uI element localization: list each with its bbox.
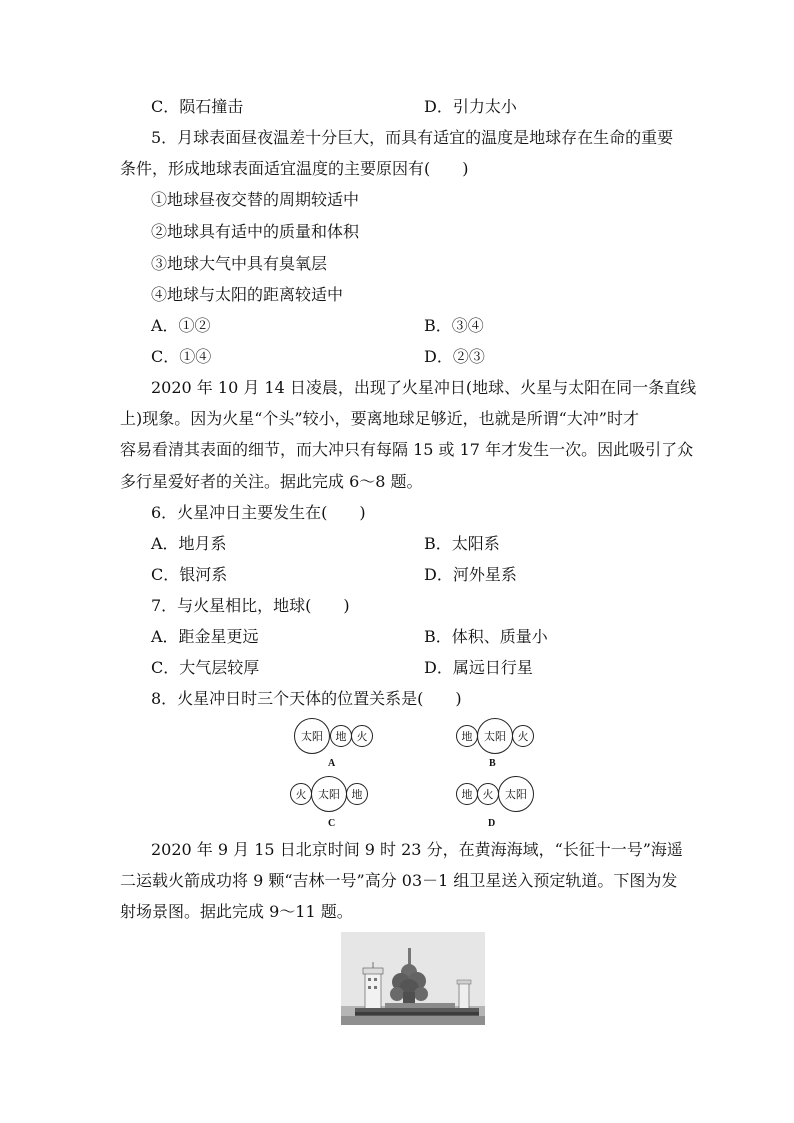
earth-circle: 地: [346, 783, 368, 805]
q7-option-d: D．属远日行星: [424, 658, 533, 677]
q6-option-b: B．太阳系: [424, 534, 500, 553]
q5-statement-2: ②地球具有适中的质量和体积: [151, 222, 360, 241]
sun-circle: 太阳: [311, 776, 347, 812]
passage2-line1: 2020 年 9 月 15 日北京时间 9 时 23 分，在黄海海域，“长征十一号”海遥: [151, 840, 683, 859]
earth-circle: 地: [456, 725, 478, 747]
passage1-line1: 2020 年 10 月 14 日凌晨，出现了火星冲日(地球、火星与太阳在同一条直线: [151, 378, 697, 397]
q7-option-c: C．大气层较厚: [151, 658, 260, 677]
q5-option-b: B．③④: [424, 316, 484, 335]
q8-stem: 8．火星冲日时三个天体的位置关系是( ): [151, 689, 462, 708]
q7-option-b: B．体积、质量小: [424, 627, 548, 646]
q5-stem-line1: 5．月球表面昼夜温差十分巨大，而具有适宜的温度是地球存在生命的重要: [151, 128, 674, 147]
passage1-line2: 上)现象。因为火星“个头”较小，要离地球足够近，也就是所谓“大冲”时才: [120, 409, 639, 428]
q5-stem-line2: 条件，形成地球表面适宜温度的主要原因有( ): [120, 159, 469, 178]
diagram-label-c: C: [328, 818, 336, 829]
mars-circle: 火: [290, 783, 312, 805]
sun-circle: 太阳: [498, 776, 534, 812]
diagram-option-a: [294, 718, 374, 770]
q6-option-a: A．地月系: [151, 534, 227, 553]
diagram-label-b: B: [489, 758, 496, 769]
q6-option-c: C．银河系: [151, 565, 228, 584]
passage1-line4: 多行星爱好者的关注。据此完成 6～8 题。: [120, 472, 423, 491]
q5-statement-1: ①地球昼夜交替的周期较适中: [151, 190, 360, 209]
diagram-option-d: [456, 776, 536, 828]
q5-option-a: A．①②: [151, 316, 211, 335]
q7-stem: 7．与火星相比，地球( ): [151, 596, 350, 615]
q4-option-d: D．引力太小: [424, 97, 517, 116]
q5-statement-4: ④地球与太阳的距离较适中: [151, 285, 344, 304]
diagram-label-a: A: [328, 758, 336, 769]
q5-option-d: D．②③: [424, 347, 485, 366]
q4-option-c: C．陨石撞击: [151, 97, 244, 116]
passage1-line3: 容易看清其表面的细节，而大冲只有每隔 15 或 17 年才发生一次。因此吸引了众: [120, 440, 694, 459]
q6-option-d: D．河外星系: [424, 565, 517, 584]
diagram-option-c: [290, 776, 372, 828]
launch-photo: [341, 932, 485, 1025]
mars-circle: 火: [512, 725, 534, 747]
q6-stem: 6．火星冲日主要发生在( ): [151, 503, 366, 522]
q5-option-c: C．①④: [151, 347, 212, 366]
mars-circle: 火: [477, 783, 499, 805]
passage2-line3: 射场景图。据此完成 9～11 题。: [120, 902, 353, 921]
launch-scene-image: [341, 932, 485, 1025]
q7-option-a: A．距金星更远: [151, 627, 259, 646]
sun-circle: 太阳: [477, 718, 513, 754]
q5-statement-3: ③地球大气中具有臭氧层: [151, 254, 328, 273]
diagram-option-b: [456, 718, 536, 770]
sun-circle: 太阳: [294, 718, 330, 754]
diagram-label-d: D: [488, 818, 496, 829]
earth-circle: 地: [330, 725, 352, 747]
mars-circle: 火: [351, 725, 373, 747]
passage2-line2: 二运载火箭成功将 9 颗“吉林一号”高分 03－1 组卫星送入预定轨道。下图为发: [120, 871, 678, 890]
earth-circle: 地: [456, 783, 478, 805]
